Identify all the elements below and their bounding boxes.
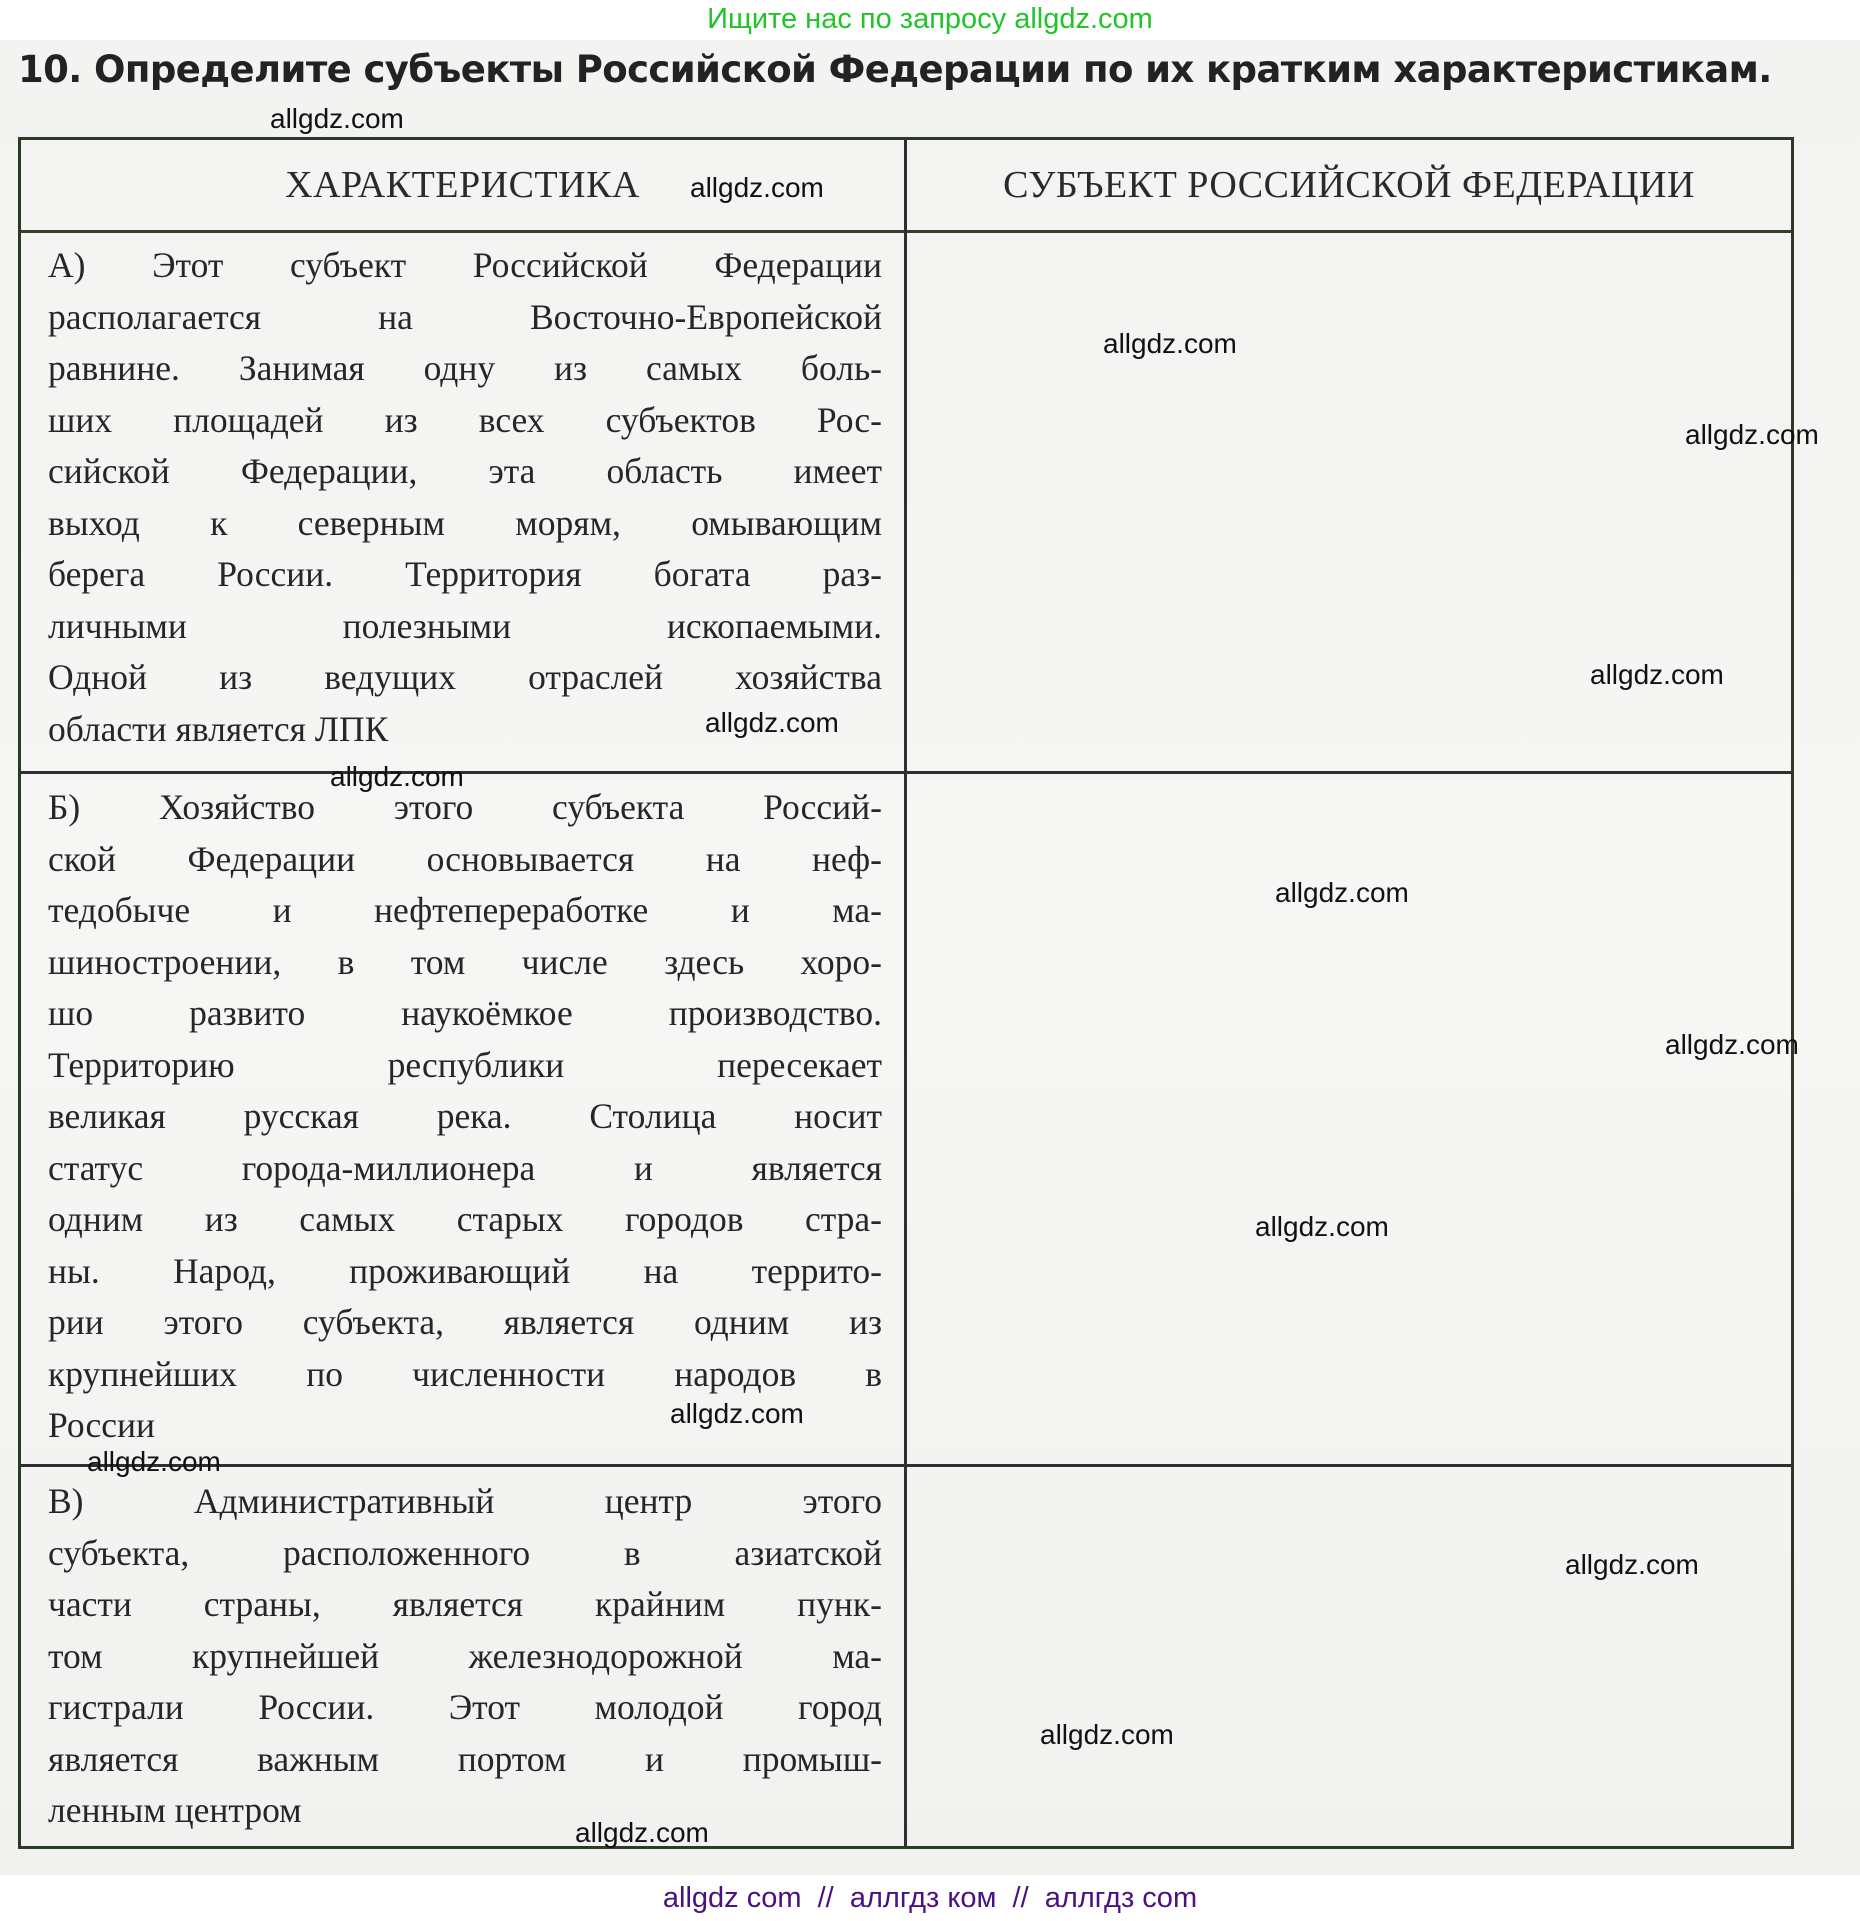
- watermark: allgdz.com: [705, 707, 839, 738]
- watermark: allgdz.com: [575, 1817, 709, 1848]
- watermark: allgdz.com: [1685, 419, 1819, 450]
- text-line: части страны, является крайним пунк-: [48, 1584, 882, 1624]
- text-line: великая русская река. Столица носит: [48, 1096, 882, 1136]
- text-line: выход к северным морям, омывающим: [48, 502, 882, 543]
- watermark: allgdz.com: [330, 761, 464, 792]
- row-a-answer-cell[interactable]: [907, 233, 1791, 771]
- text-line: шиностроении, в том числе здесь хоро-: [48, 941, 882, 982]
- watermark: allgdz.com: [1565, 1549, 1699, 1580]
- text-line: России: [48, 1405, 156, 1445]
- text-line: Одной из ведущих отраслей хозяйства: [48, 657, 882, 697]
- watermark: allgdz.com: [1255, 1211, 1389, 1242]
- text-line: располагается на Восточно-Европейской: [48, 296, 882, 337]
- text-line: ших площадей из всех субъектов Рос-: [48, 399, 882, 440]
- header-characteristic: ХАРАКТЕРИСТИКА: [285, 164, 640, 206]
- header-subject: СУБЪЕКТ РОССИЙСКОЙ ФЕДЕРАЦИИ: [1003, 164, 1695, 206]
- text-line: равнине. Занимая одну из самых боль-: [48, 348, 882, 388]
- text-line: ны. Народ, проживающий на террито-: [48, 1250, 882, 1291]
- watermark: allgdz.com: [87, 1446, 221, 1477]
- text-line: гистрали России. Этот молодой город: [48, 1687, 882, 1727]
- text-line: статус города-миллионера и является: [48, 1147, 882, 1188]
- text-line: области является ЛПК: [48, 708, 389, 749]
- text-line: Б) Хозяйство этого субъекта Россий-: [48, 787, 882, 827]
- text-line: ской Федерации основывается на неф-: [48, 838, 882, 879]
- bottom-banner[interactable]: allgdz com // аллгдз ком // аллгдз com: [0, 1875, 1860, 1921]
- top-banner[interactable]: Ищите нас по запросу allgdz.com: [0, 0, 1860, 40]
- row-c-characteristic: [48, 1476, 882, 1837]
- text-line: Территорию республики пересекает: [48, 1044, 882, 1085]
- text-line: одним из самых старых городов стра-: [48, 1199, 882, 1239]
- task-title: 10. Определите субъекты Российской Федерации по их кратким характеристикам.: [18, 48, 1772, 91]
- text-line: ленным центром: [48, 1790, 302, 1830]
- row-b-characteristic: [48, 782, 882, 1452]
- row-c-answer-cell[interactable]: [907, 1467, 1791, 1846]
- text-line: В) Административный центр этого: [48, 1481, 882, 1521]
- text-line: личными полезными ископаемыми.: [48, 605, 882, 646]
- watermark: allgdz.com: [690, 172, 824, 203]
- text-line: тедобыче и нефтепереработке и ма-: [48, 890, 882, 930]
- watermark: allgdz.com: [1103, 328, 1237, 359]
- text-line: шо развито наукоёмкое производство.: [48, 993, 882, 1033]
- text-line: том крупнейшей железнодорожной ма-: [48, 1635, 882, 1676]
- text-line: рии этого субъекта, является одним из: [48, 1302, 882, 1342]
- row-a-characteristic: [48, 240, 882, 755]
- text-line: А) Этот субъект Российской Федерации: [48, 245, 882, 285]
- watermark: allgdz.com: [1275, 877, 1409, 908]
- text-line: берега России. Территория богата раз-: [48, 554, 882, 594]
- text-line: субъекта, расположенного в азиатской: [48, 1532, 882, 1573]
- watermark: allgdz.com: [1665, 1029, 1799, 1060]
- watermark: allgdz.com: [270, 103, 404, 134]
- watermark: allgdz.com: [1040, 1719, 1174, 1750]
- text-line: крупнейших по численности народов в: [48, 1353, 882, 1394]
- characteristics-table: [18, 137, 1794, 1849]
- watermark: allgdz.com: [670, 1398, 804, 1429]
- text-line: является важным портом и промыш-: [48, 1738, 882, 1779]
- text-line: сийской Федерации, эта область имеет: [48, 451, 882, 491]
- watermark: allgdz.com: [1590, 659, 1724, 690]
